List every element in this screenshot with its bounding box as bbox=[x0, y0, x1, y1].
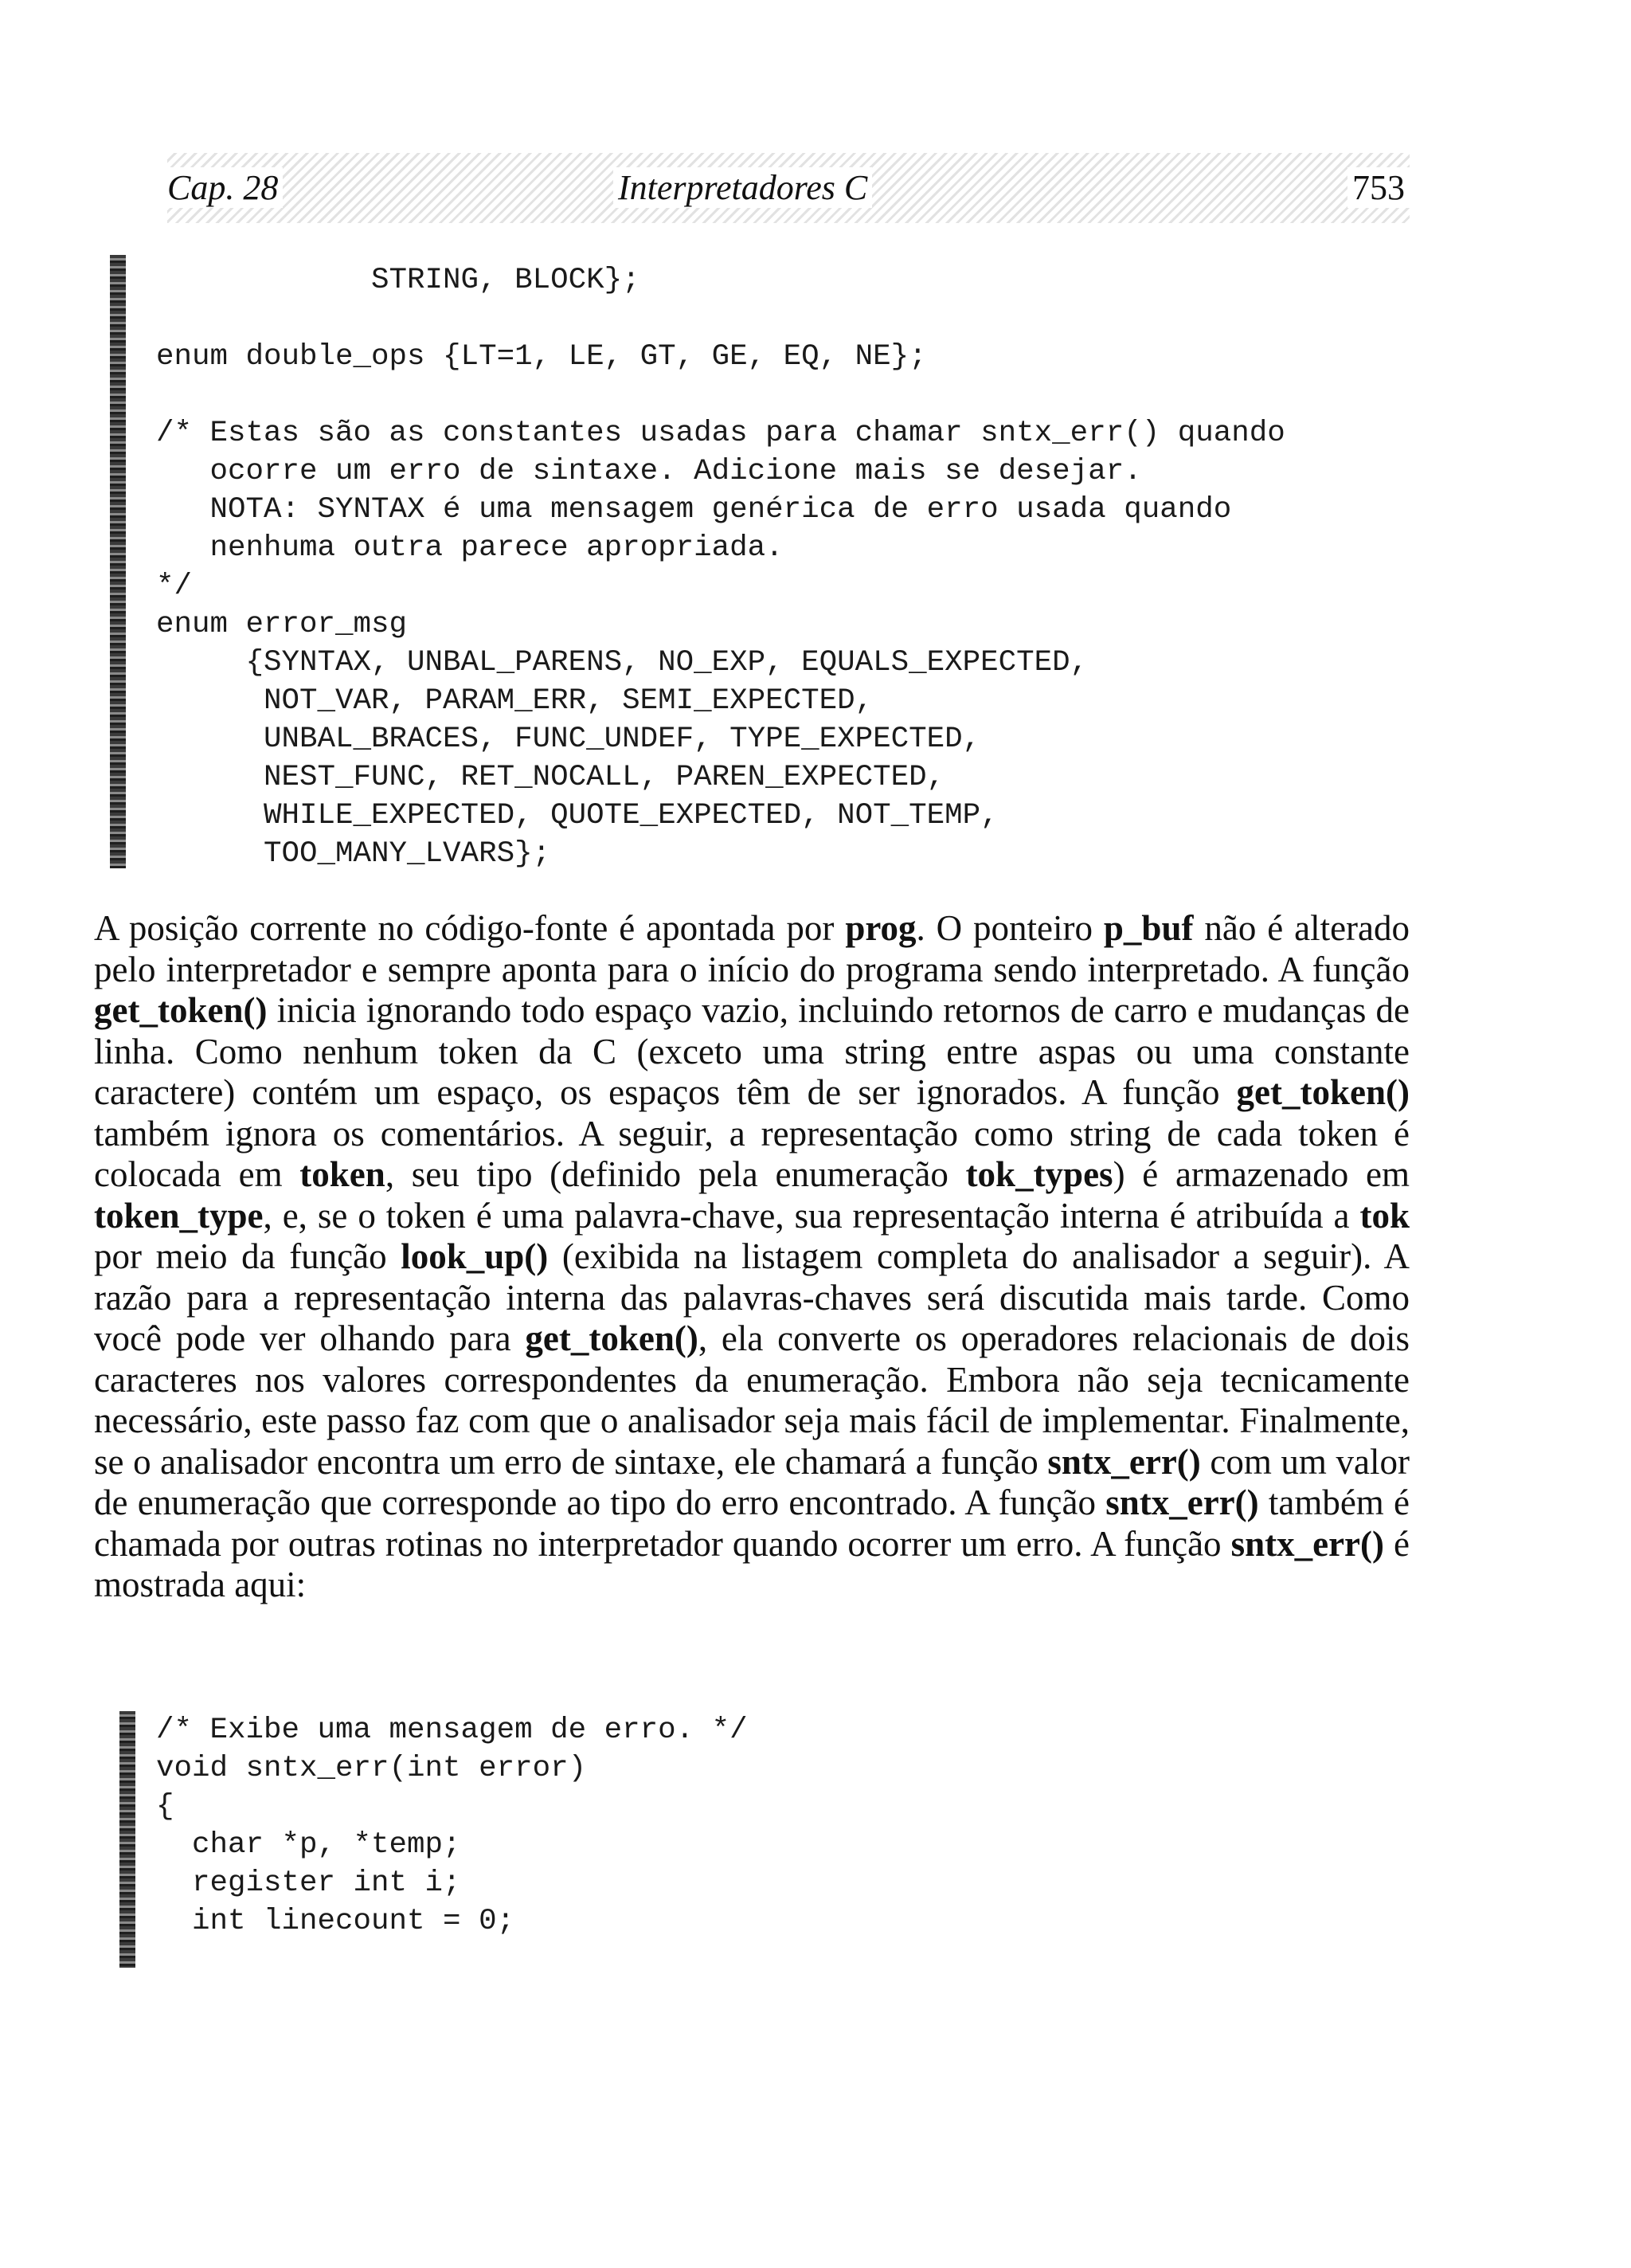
text-run: , seu tipo (definido pela enumeração bbox=[385, 1154, 966, 1194]
code-term: sntx_err() bbox=[1105, 1483, 1259, 1522]
code-term: sntx_err() bbox=[1230, 1523, 1384, 1564]
running-title: Interpretadores C bbox=[613, 167, 872, 208]
code-line: { bbox=[156, 1790, 174, 1823]
code-term: get_token() bbox=[94, 990, 268, 1030]
code-line: WHILE_EXPECTED, QUOTE_EXPECTED, NOT_TEMP, bbox=[156, 799, 999, 832]
text-run: por meio da função bbox=[94, 1236, 401, 1276]
code-margin-bar bbox=[119, 1711, 135, 1968]
text-run: não é alterado pelo interpretador e sempre aponta para o início do programa sendo interpretado. A função bbox=[94, 908, 1410, 989]
code-line bbox=[156, 376, 1285, 414]
code-line: STRING, BLOCK}; bbox=[156, 264, 640, 297]
code-line: TOO_MANY_LVARS}; bbox=[156, 837, 551, 871]
text-run: A posição corrente no código-fonte é apontada por bbox=[94, 908, 846, 948]
code-line: /* Exibe uma mensagem de erro. */ bbox=[156, 1714, 748, 1747]
body-paragraph bbox=[94, 908, 1410, 1606]
code-line: ocorre um erro de sintaxe. Adicione mais se desejar. bbox=[156, 455, 1142, 488]
code-term: token bbox=[299, 1154, 385, 1194]
text-run: , e, se o token é uma palavra-chave, sua representação interna é atribuída a bbox=[263, 1195, 1360, 1236]
text-run: , ela converte os operadores relacionais de dois caracteres nos valores correspondentes da enumeração. Embora não seja tecnicamente necessário, este passo faz com que o analisador seja mais fácil de implementar. Finalmente, se o analisador encontra um erro de sintaxe, ele chamará a função bbox=[94, 1318, 1410, 1482]
text-run: também é chamada por outras rotinas no interpretador quando ocorrer um erro. A função bbox=[94, 1483, 1410, 1564]
code-term: token_type bbox=[94, 1195, 264, 1236]
code-line: void sntx_err(int error) bbox=[156, 1752, 587, 1785]
code-line: register int i; bbox=[156, 1866, 461, 1900]
code-term: sntx_err() bbox=[1047, 1441, 1201, 1482]
code-term: prog bbox=[845, 908, 917, 948]
code-line: NOT_VAR, PARAM_ERR, SEMI_EXPECTED, bbox=[156, 684, 874, 718]
code-line: char *p, *temp; bbox=[156, 1828, 461, 1862]
code-term: get_token() bbox=[525, 1318, 698, 1358]
chapter-label: Cap. 28 bbox=[167, 167, 283, 208]
running-header bbox=[167, 153, 1410, 223]
code-term: tok bbox=[1359, 1195, 1410, 1236]
text-run: ) é armazenado em bbox=[1113, 1154, 1410, 1194]
code-line: NOTA: SYNTAX é uma mensagem genérica de erro usada quando bbox=[156, 493, 1232, 527]
text-run: . O ponteiro bbox=[916, 908, 1104, 948]
code-line: enum error_msg bbox=[156, 608, 408, 641]
code-line: /* Estas são as constantes usadas para chamar sntx_err() quando bbox=[156, 417, 1285, 450]
code-term: look_up() bbox=[401, 1236, 549, 1276]
code-line: UNBAL_BRACES, FUNC_UNDEF, TYPE_EXPECTED, bbox=[156, 723, 981, 756]
code-term: tok_types bbox=[965, 1154, 1113, 1194]
code-line: int linecount = 0; bbox=[156, 1905, 515, 1938]
code-line: NEST_FUNC, RET_NOCALL, PAREN_EXPECTED, bbox=[156, 761, 945, 794]
code-term: get_token() bbox=[1236, 1072, 1410, 1112]
text-run: é mostrada aqui: bbox=[94, 1523, 1410, 1604]
page-number: 753 bbox=[1347, 167, 1410, 208]
code-line: enum double_ops {LT=1, LE, GT, GE, EQ, NE}; bbox=[156, 340, 927, 374]
code-line: {SYNTAX, UNBAL_PARENS, NO_EXP, EQUALS_EXPECTED, bbox=[156, 646, 1089, 680]
text-run: também ignora os comentários. A seguir, a representação como string de cada token é colocada em bbox=[94, 1113, 1410, 1194]
code-line: */ bbox=[156, 570, 193, 603]
text-run: inicia ignorando todo espaço vazio, incluindo retornos de carro e mudanças de linha. Como nenhum token da C (exceto uma string entre aspas ou uma constante caractere) contém um espaço, os espaços têm de ser ignorados. A função bbox=[94, 990, 1410, 1112]
code-listing-enums bbox=[156, 261, 1285, 873]
code-line: nenhuma outra parece apropriada. bbox=[156, 531, 784, 565]
code-margin-bar bbox=[110, 255, 126, 868]
text-run: (exibida na listagem completa do analisador a seguir). A razão para a representação interna das palavras-chaves será discutida mais tarde. Como você pode ver olhando para bbox=[94, 1236, 1410, 1358]
code-line bbox=[156, 300, 1285, 338]
text-run: com um valor de enumeração que corresponde ao tipo do erro encontrado. A função bbox=[94, 1441, 1410, 1522]
code-listing-sntx-err bbox=[156, 1711, 748, 1941]
code-term: p_buf bbox=[1103, 908, 1194, 948]
